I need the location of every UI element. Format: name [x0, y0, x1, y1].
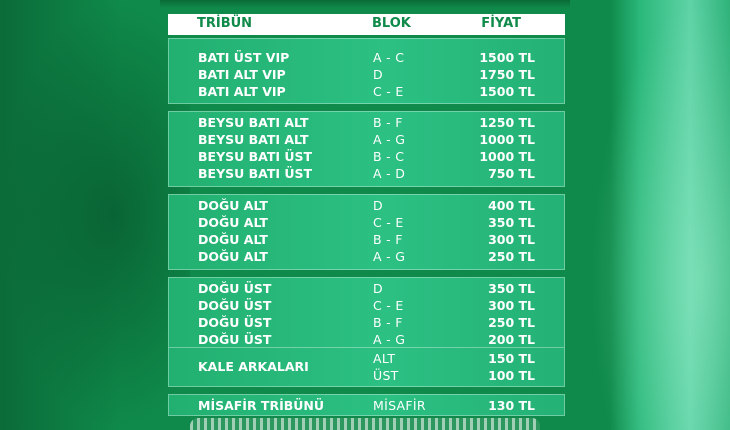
cell-fiyat: 1500 TL [479, 50, 535, 65]
cell-fiyat: 250 TL [488, 315, 535, 330]
cell-blok: A - C [373, 50, 405, 65]
cell-fiyat: 150 TL [488, 351, 535, 366]
cell-tribun: BEYSU BATI ÜST [198, 149, 313, 164]
table-row [169, 131, 566, 148]
cell-tribun: BATI ÜST VIP [198, 50, 290, 65]
cell-tribun: BEYSU BATI ALT [198, 132, 309, 147]
cell-fiyat: 400 TL [488, 198, 535, 213]
top-band [160, 0, 570, 8]
cell-blok: D [373, 281, 383, 296]
table-row [169, 248, 566, 265]
table-row [169, 148, 566, 165]
cell-blok: D [373, 198, 383, 213]
table-row [169, 49, 566, 66]
cell-fiyat: 300 TL [488, 298, 535, 313]
group-dogu-ust [168, 277, 565, 353]
cell-fiyat: 130 TL [488, 398, 535, 413]
cell-blok: A - G [373, 332, 406, 347]
background-shade-left [0, 0, 190, 430]
cell-tribun: KALE ARKALARI [198, 359, 309, 374]
background-glow-right [590, 0, 730, 430]
group-dogu-alt [168, 194, 565, 270]
cell-blok: B - F [373, 232, 403, 247]
header-fiyat: FİYAT [481, 16, 521, 31]
cell-blok: B - C [373, 149, 405, 164]
cell-blok: A - G [373, 132, 406, 147]
cell-tribun: DOĞU ÜST [198, 281, 272, 296]
header-blok: BLOK [372, 16, 411, 31]
cell-tribun: BEYSU BATI ALT [198, 115, 309, 130]
table-row [169, 350, 566, 367]
cell-blok: B - F [373, 315, 403, 330]
cell-blok: ÜST [373, 368, 399, 383]
cell-fiyat: 350 TL [488, 281, 535, 296]
cell-fiyat: 1000 TL [479, 149, 535, 164]
cell-blok: D [373, 67, 383, 82]
group-bati-vip [168, 38, 565, 104]
cell-blok: ALT [373, 351, 396, 366]
group-misafir [168, 394, 565, 416]
cell-fiyat: 750 TL [488, 166, 535, 181]
cell-tribun: DOĞU ÜST [198, 332, 272, 347]
table-row [169, 280, 566, 297]
cell-fiyat: 350 TL [488, 215, 535, 230]
cell-tribun: DOĞU ALT [198, 215, 268, 230]
table-row [169, 165, 566, 182]
cell-blok: A - G [373, 249, 406, 264]
cell-blok: C - E [373, 215, 404, 230]
cell-blok: A - D [373, 166, 406, 181]
cell-blok: B - F [373, 115, 403, 130]
cell-fiyat: 250 TL [488, 249, 535, 264]
cell-fiyat: 1000 TL [479, 132, 535, 147]
cell-blok: C - E [373, 298, 404, 313]
cell-tribun: DOĞU ALT [198, 249, 268, 264]
table-row [169, 197, 566, 214]
cell-tribun: DOĞU ÜST [198, 298, 272, 313]
table-row [169, 114, 566, 131]
bottom-decoration [190, 418, 540, 430]
table-row [169, 367, 566, 384]
table-row [169, 231, 566, 248]
cell-tribun: BEYSU BATI ÜST [198, 166, 313, 181]
group-kale-arkalari [168, 347, 565, 387]
cell-tribun: BATI ALT VIP [198, 84, 286, 99]
table-row [169, 66, 566, 83]
table-row [169, 331, 566, 348]
table-row [169, 214, 566, 231]
cell-fiyat: 100 TL [488, 368, 535, 383]
cell-fiyat: 300 TL [488, 232, 535, 247]
cell-blok: MİSAFİR [373, 398, 426, 413]
cell-tribun: DOĞU ALT [198, 198, 268, 213]
table-row [169, 83, 566, 100]
header-tribun: TRİBÜN [197, 16, 253, 31]
table-row [169, 297, 566, 314]
table-row [169, 397, 566, 414]
cell-fiyat: 1750 TL [479, 67, 535, 82]
cell-tribun: DOĞU ALT [198, 232, 268, 247]
ticket-price-table [168, 14, 565, 413]
group-beysu [168, 111, 565, 187]
cell-blok: C - E [373, 84, 404, 99]
cell-fiyat: 200 TL [488, 332, 535, 347]
cell-tribun: BATI ALT VIP [198, 67, 286, 82]
table-header [168, 14, 565, 35]
cell-fiyat: 1500 TL [479, 84, 535, 99]
cell-fiyat: 1250 TL [479, 115, 535, 130]
cell-tribun: MİSAFİR TRİBÜNÜ [198, 398, 325, 413]
table-row [169, 314, 566, 331]
cell-tribun: DOĞU ÜST [198, 315, 272, 330]
